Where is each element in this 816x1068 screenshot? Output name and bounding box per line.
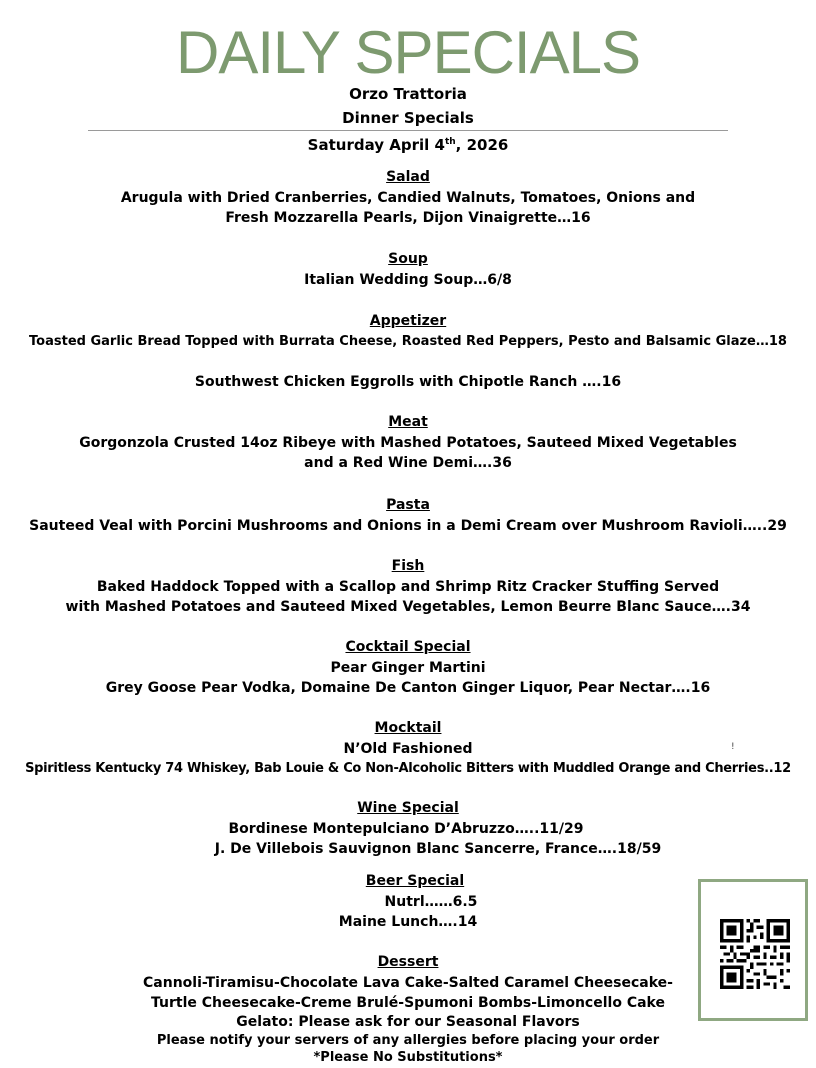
beer-heading: Beer Special [365, 873, 465, 889]
qr-code-icon[interactable] [718, 919, 792, 989]
meat-line: and a Red Wine Demi….36 [304, 455, 512, 471]
fish-line: Baked Haddock Topped with a Scallop and Shrimp Ritz Cracker Stuffing Served [96, 579, 720, 595]
date-day: Saturday April 4 [307, 136, 445, 154]
cocktail-heading: Cocktail Special [345, 639, 471, 655]
menu-type: Dinner Specials [342, 109, 474, 127]
meat-heading: Meat [388, 414, 428, 430]
cocktail-line: Pear Ginger Martini [330, 660, 486, 676]
mocktail-line: N’Old Fashioned [343, 741, 473, 757]
menu-date [0, 132, 816, 155]
wine-line: J. De Villebois Sauvignon Blanc Sancerre, France….18/59 [214, 841, 662, 857]
substitution-notice: *Please No Substitutions* [313, 1050, 503, 1065]
fish-heading: Fish [391, 558, 425, 574]
fish-line: with Mashed Potatoes and Sauteed Mixed Vegetables, Lemon Beurre Blanc Sauce….34 [65, 599, 751, 615]
salad-line: Fresh Mozzarella Pearls, Dijon Vinaigrette…16 [225, 210, 591, 226]
beer-line: Maine Lunch….14 [338, 914, 478, 930]
dessert-line: Gelato: Please ask for our Seasonal Flavors [236, 1014, 580, 1030]
salad-line: Arugula with Dried Cranberries, Candied Walnuts, Tomatoes, Onions and [120, 190, 696, 206]
allergy-notice: Please notify your servers of any allergies before placing your order [156, 1033, 660, 1048]
soup-heading: Soup [388, 251, 428, 267]
page-title: DAILY SPECIALS [175, 19, 640, 86]
qr-code-frame [698, 879, 808, 1021]
appetizer-line: Southwest Chicken Eggrolls with Chipotle Ranch ….16 [194, 374, 622, 390]
wine-line: Bordinese Montepulciano D’Abruzzo…..11/29 [228, 821, 584, 837]
dessert-line: Turtle Cheesecake-Creme Brulé-Spumoni Bombs-Limoncello Cake [151, 995, 665, 1011]
restaurant-name: Orzo Trattoria [349, 85, 467, 103]
pasta-line: Sauteed Veal with Porcini Mushrooms and Onions in a Demi Cream over Mushroom Ravioli…..29 [29, 518, 787, 534]
soup-line: Italian Wedding Soup…6/8 [304, 272, 512, 288]
mocktail-line: Spiritless Kentucky 74 Whiskey, Bab Louie & Co Non-Alcoholic Bitters with Muddled Orange and Cherries..12 [25, 761, 791, 776]
date-year: , 2026 [455, 136, 509, 154]
mocktail-heading: Mocktail [374, 720, 442, 736]
salad-heading: Salad [386, 169, 430, 185]
dessert-heading: Dessert [377, 954, 439, 970]
stray-mark: ! [731, 742, 735, 752]
dessert-line: Cannoli-Tiramisu-Chocolate Lava Cake-Salted Caramel Cheesecake- [143, 975, 673, 991]
meat-line: Gorgonzola Crusted 14oz Ribeye with Mashed Potatoes, Sauteed Mixed Vegetables [79, 435, 737, 451]
wine-heading: Wine Special [357, 800, 459, 816]
date-suffix: th [444, 137, 456, 147]
pasta-heading: Pasta [386, 497, 430, 513]
appetizer-heading: Appetizer [369, 313, 447, 329]
beer-line: Nutrl……6.5 [384, 894, 478, 910]
cocktail-line: Grey Goose Pear Vodka, Domaine De Canton Ginger Liquor, Pear Nectar….16 [105, 680, 711, 696]
appetizer-line: Toasted Garlic Bread Topped with Burrata Cheese, Roasted Red Peppers, Pesto and Balsamic Glaze…18 [29, 334, 787, 349]
header-divider [88, 130, 728, 131]
